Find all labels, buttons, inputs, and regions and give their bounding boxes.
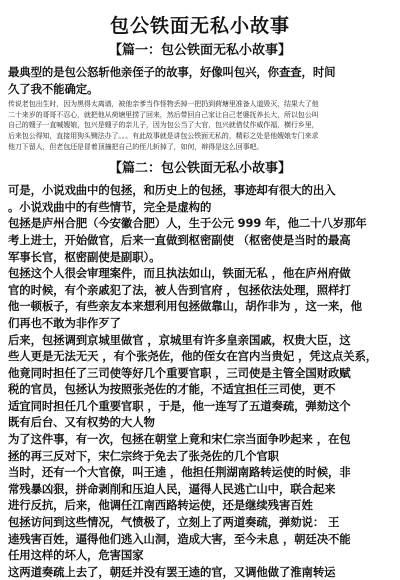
text-line: 包拯这个人很会审理案件，而且执法如山，铁面无私 ，他在庐州府做 bbox=[8, 266, 351, 281]
text-line: 官的时候，有个亲戚犯了法，被人告到官府 ，包拯依法处理，照样打 bbox=[8, 282, 351, 297]
text-line: 任用这样的坏人，危害国家 bbox=[8, 548, 144, 563]
section2-body bbox=[8, 182, 392, 580]
text-line: 考上进士，开始做官，后来一直做到枢密副使 （枢密使是当时的最高 bbox=[8, 232, 351, 247]
text-line: 包拯是庐州合肥（今安徽合肥）人，生于公元 999 年，他二十八岁那年 bbox=[8, 216, 367, 231]
text-line: 二十来岁的哥哥不忍心，就把他从荷塘里捞了回来，然后带回自己家让自己老婆抚养长大，所以包公叫 bbox=[8, 110, 319, 119]
text-line: 们再也不敢为非作歹了 bbox=[8, 315, 121, 330]
text-line: 最典型的是包公怒斩他亲侄子的故事，好像叫包兴，你查查，时间 bbox=[8, 65, 336, 79]
text-line: 适宜同时担任几个重要官职 ，于是，他一连写了五道奏疏，弹劾这个 bbox=[8, 398, 351, 413]
text-line: 些人更是无法无天 ，有个张尧佐，他的侄女在宫内当贵妃 ，凭这点关系， bbox=[8, 349, 378, 364]
text-line: 当时，还有一个大官僚，叫王逵 ，他担任荆湖南路转运使的时候，非 bbox=[8, 465, 351, 480]
text-line: 。小说戏曲中的有些情节，完全是虚构的 bbox=[8, 199, 212, 214]
text-line: 包拯访问到这些情况，气愤极了，立刻上了两道奏疏，弹劾说： 王 bbox=[8, 515, 340, 530]
text-line: 军事长官，枢密副使是副职）。 bbox=[8, 249, 161, 264]
text-line: 后来，包拯调到京城里做官 ，京城里有许多皇亲国戚，权贵大臣，这 bbox=[8, 332, 351, 347]
text-line: 他竟同时担任了三司使等好几个重要官职 ，三司使是主管全国财政赋 bbox=[8, 365, 351, 380]
text-line: 常残暴凶狠，拼命剥削和压迫人民，逼得人民逃亡山中，联合起来 bbox=[8, 481, 336, 496]
section1-intro bbox=[8, 64, 392, 97]
section-heading-1: 【篇一：包公铁面无私小故事】 bbox=[108, 43, 291, 58]
text-line: 既有后台、又有权势的大人物 bbox=[8, 415, 155, 430]
text-line: 他一顿板子，有些亲友本来想利用包拯做靠山，胡作非为 ，这一来，他 bbox=[8, 299, 362, 314]
text-line: 自己的嫂子一直喊嫂娘，包兴是嫂子的亲儿子，因为包公当了大官，包兴就借仗作威作福，横行乡里， bbox=[8, 121, 319, 130]
text-line: 税的官员，包拯认为按照张尧佐的才能，不适宜担任三司使，更不 bbox=[8, 382, 336, 397]
text-line: 逵残害百姓，逼得他们逃入山洞，造成大害，至今未息 ，朝廷决不能 bbox=[8, 531, 351, 546]
text-line: 传说老包出生时，因为黑得太离谱，被他亲爹当作怪物丢掉一把扔到荷塘里准备人道毁灭，结果大了他 bbox=[8, 100, 319, 109]
section1-small-paragraph bbox=[8, 99, 392, 152]
text-line: 进行反抗，后来，他调任江南西路转运使，还是继续残害百姓 bbox=[8, 498, 313, 513]
text-line: 这两道奏疏上去了，朝廷并没有罢王逵的官，又调他做了淮南转运 bbox=[8, 564, 336, 579]
text-line: 拯的再三反对下，宋仁宗终于免去了张尧佐的几个官职 bbox=[8, 448, 279, 463]
text-line: 久了我不能确定。 bbox=[8, 81, 99, 96]
text-line: 后来包公得知，直接用狗头铡法办了。。。有此故事就是讲包公铁面无私的，精彩之处是他嫂娘专门来求 bbox=[8, 131, 319, 140]
text-line: 可是，小说戏曲中的包拯，和历史上的包拯，事迹却有很大的出入 bbox=[8, 183, 336, 198]
section-heading-2: 【篇二：包公铁面无私小故事】 bbox=[108, 161, 291, 177]
text-line: 他刀下留人，但老包还是冒着顶撞把自己的侄儿斩掉了，如何，辩得是这么回事吧。 bbox=[8, 142, 264, 151]
document-title: 包公铁面无私小故事 bbox=[109, 15, 290, 37]
text-line: 为了这件事，有一次，包拯在朝堂上竟和宋仁宗当面争吵起来 ，在包 bbox=[8, 432, 351, 447]
